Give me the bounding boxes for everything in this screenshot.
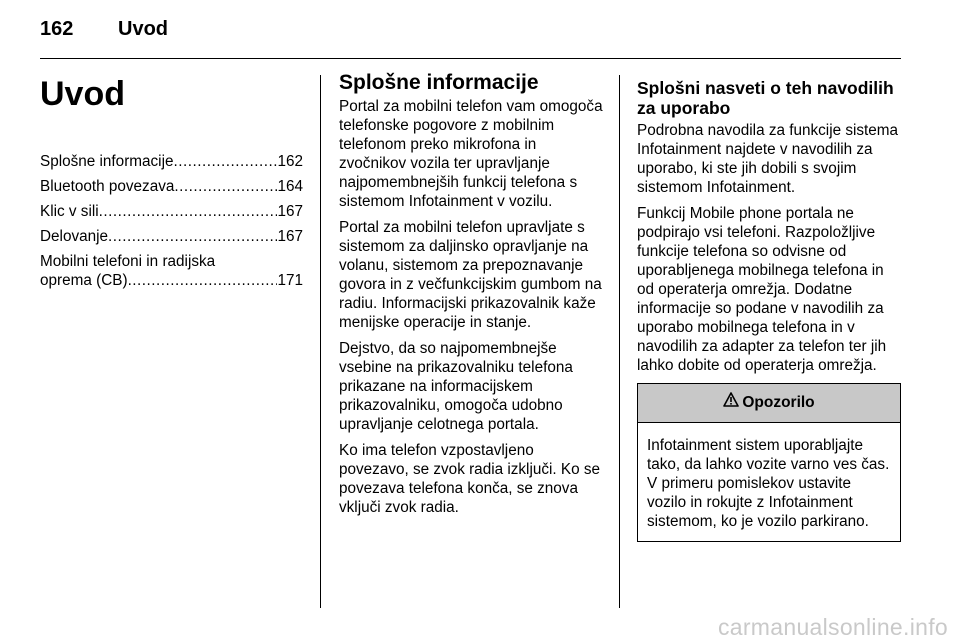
toc-entry-title: Klic v sili <box>40 203 99 220</box>
toc-leader-dots <box>128 271 278 290</box>
toc-entry-page: 167 <box>277 228 303 245</box>
toc-entry[interactable] <box>40 252 303 290</box>
toc-entry-title: Delovanje <box>40 228 109 245</box>
paragraph: Funkcij Mobile phone portala ne podpirajo vsi telefoni. Razpoložljive funkcije telefona so odvisne od uporabljenega mobilnega telefona in od operaterja omrežja. Dodatne informacije so podane v navodilih za uporabo mobilnega telefona in v navodilih za adapter za telefon ter jih lahko dobite od operaterja omrežja. <box>637 205 887 374</box>
warning-box <box>637 383 901 542</box>
toc-entry[interactable] <box>40 227 303 246</box>
general-info-column <box>339 72 607 524</box>
toc-leader-dots <box>99 202 278 221</box>
toc-leader-dots <box>174 177 277 196</box>
warning-label: Opozorilo <box>742 394 815 412</box>
toc-entry-page: 164 <box>277 178 303 195</box>
chapter-title: Uvod <box>40 75 125 113</box>
paragraph: Ko ima telefon vzpostavljeno povezavo, se zvok radia izključi. Ko se povezava telefona konča, se znova vključi zvok radia. <box>339 442 601 516</box>
toc-entry[interactable] <box>40 152 303 171</box>
paragraph: Portal za mobilni telefon upravljate s sistemom za daljinsko opravljanje na volanu, sistemom za prepoznavanje govora in z večfunkcijskim gumbom na radiu. Informacijski prikazovalnik kaže menijske operacije in stanje. <box>339 219 602 331</box>
running-section-title: Uvod <box>118 18 168 40</box>
section-heading: Splošni nasveti o teh navodilih za uporabo <box>637 78 894 118</box>
toc-entry-title-line1: Mobilni telefoni in radijska <box>40 253 216 270</box>
toc-entry-page: 167 <box>277 203 303 220</box>
warning-text: Infotainment sistem uporabljajte tako, da lahko vozite varno ves čas. V primeru pomislekov ustavite vozilo in rokujte z Infotainment sistemom, ko je vozilo parkirano. <box>647 437 890 530</box>
manual-tips-column <box>637 72 901 542</box>
toc-entry[interactable] <box>40 202 303 221</box>
toc-entry-page: 171 <box>277 272 303 289</box>
paragraph: Dejstvo, da so najpomembnejše vsebine na prikazovalniku telefona prikazane na informacijskem prikazovalniku, omogoča udobno upravljanje celotnega portala. <box>339 340 573 433</box>
page-number: 162 <box>40 18 74 40</box>
paragraph: Portal za mobilni telefon vam omogoča telefonske pogovore z mobilnim telefonom preko mikrofona in zvočnikov vozila ter upravljanje najpomembnejših funkcij telefona s sistemom Infotainment v vozilu. <box>339 98 603 210</box>
column-divider-1 <box>320 75 321 608</box>
toc-entry-page: 162 <box>277 153 303 170</box>
toc-leader-dots <box>108 227 277 246</box>
toc-entry[interactable] <box>40 177 303 196</box>
toc-entry-title-line2: oprema (CB) <box>40 272 128 289</box>
section-heading: Splošne informacije <box>339 71 539 94</box>
toc-entry-title: Splošne informacije <box>40 153 174 170</box>
watermark: carmanualsonline.info <box>717 614 948 640</box>
table-of-contents <box>40 152 303 290</box>
header-rule <box>40 58 901 59</box>
toc-entry-title: Bluetooth povezava <box>40 178 175 195</box>
toc-column <box>40 72 303 296</box>
column-divider-2 <box>619 75 620 608</box>
paragraph: Podrobna navodila za funkcije sistema Infotainment najdete v navodilih za uporabo, ki ste jih dobili s svojim sistemom Infotainment. <box>637 122 899 196</box>
toc-leader-dots <box>174 152 278 171</box>
warning-triangle-icon <box>723 384 739 422</box>
warning-header <box>638 384 900 423</box>
